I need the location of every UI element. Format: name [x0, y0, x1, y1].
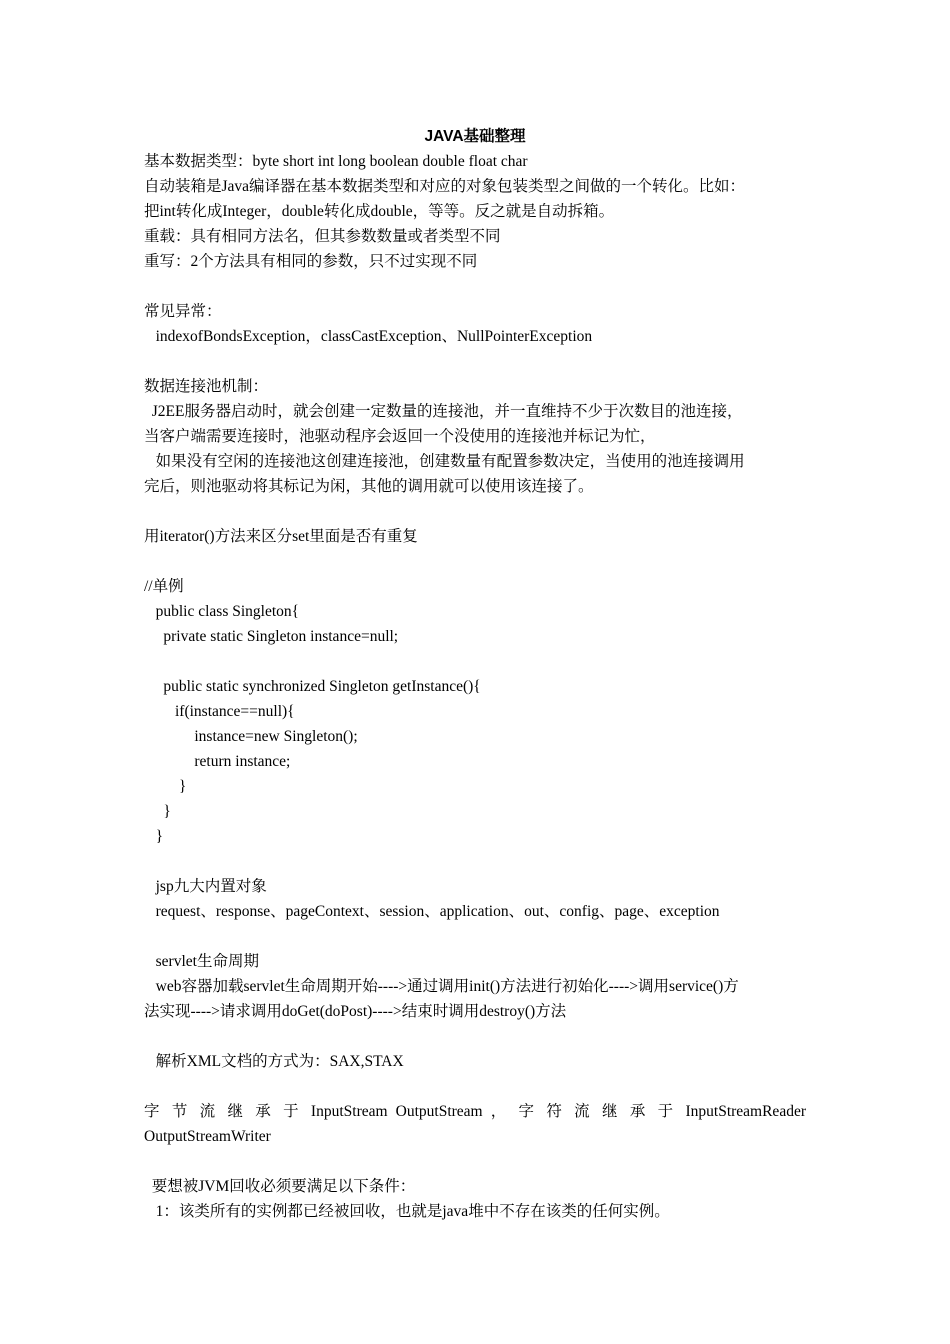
text-line: 数据连接池机制： — [144, 378, 269, 395]
blank-line — [144, 1024, 806, 1049]
text-line: 把int转化成Integer，double转化成double，等等。反之就是自动拆箱。 — [144, 203, 615, 220]
text-line: OutputStreamWriter — [144, 1128, 271, 1145]
text-line: public static synchronized Singleton getInstance(){ — [144, 678, 481, 695]
text-line: servlet生命周期 — [144, 953, 259, 970]
text-line: } — [144, 778, 187, 795]
text-line: public class Singleton{ — [144, 603, 300, 620]
text-line: jsp九大内置对象 — [144, 878, 267, 895]
text-line: 基本数据类型：byte short int long boolean double float char — [144, 153, 528, 170]
blank-line — [144, 274, 806, 299]
blank-line — [144, 649, 806, 674]
text-line: private static Singleton instance=null; — [144, 628, 399, 645]
text-line: 解析XML文档的方式为：SAX,STAX — [144, 1053, 404, 1070]
blank-line — [144, 499, 806, 524]
text-line: } — [144, 828, 164, 845]
text-line: J2EE服务器启动时，就会创建一定数量的连接池，并一直维持不少于次数目的池连接， — [144, 403, 743, 420]
blank-line — [144, 1074, 806, 1099]
text-line: indexofBondsException，classCastException、NullPointerException — [144, 328, 593, 345]
text-line: 法实现---->请求调用doGet(doPost)---->结束时调用destroy()方法 — [144, 1003, 567, 1020]
text-line: 当客户端需要连接时，池驱动程序会返回一个没使用的连接池并标记为忙， — [144, 428, 656, 445]
text-line: 要想被JVM回收必须要满足以下条件： — [144, 1178, 416, 1195]
blank-line — [144, 549, 806, 574]
text-line: if(instance==null){ — [144, 703, 295, 720]
text-line: 用iterator()方法来区分set里面是否有重复 — [144, 528, 418, 545]
document-body — [144, 124, 806, 1224]
document-title: JAVA基础整理 — [424, 128, 526, 145]
text-line: 常见异常： — [144, 303, 222, 320]
text-line: 字 节 流 继 承 于 InputStream OutputStream ， 字 符 流 继 承 于 InputStreamReader — [144, 1103, 806, 1120]
blank-line — [144, 1149, 806, 1174]
text-line: return instance; — [144, 753, 291, 770]
text-line: 如果没有空闲的连接池这创建连接池，创建数量有配置参数决定，当使用的池连接调用 — [144, 453, 745, 470]
blank-line — [144, 924, 806, 949]
text-line: } — [144, 803, 171, 820]
text-line: 重写：2个方法具有相同的参数，只不过实现不同 — [144, 253, 478, 270]
text-line: request、response、pageContext、session、application、out、config、page、exception — [144, 903, 720, 920]
document-lines — [144, 149, 806, 1224]
text-line: 1：该类所有的实例都已经被回收，也就是java堆中不存在该类的任何实例。 — [144, 1203, 670, 1220]
text-line: 自动装箱是Java编译器在基本数据类型和对应的对象包装类型之间做的一个转化。比如： — [144, 178, 746, 195]
text-line: 重载：具有相同方法名，但其参数数量或者类型不同 — [144, 228, 501, 245]
text-line: instance=new Singleton(); — [144, 728, 358, 745]
blank-line — [144, 349, 806, 374]
text-line: //单例 — [144, 578, 184, 595]
text-line: 完后，则池驱动将其标记为闲，其他的调用就可以使用该连接了。 — [144, 478, 594, 495]
blank-line — [144, 849, 806, 874]
text-line: web容器加载servlet生命周期开始---->通过调用init()方法进行初始化---->调用service()方 — [144, 978, 739, 995]
